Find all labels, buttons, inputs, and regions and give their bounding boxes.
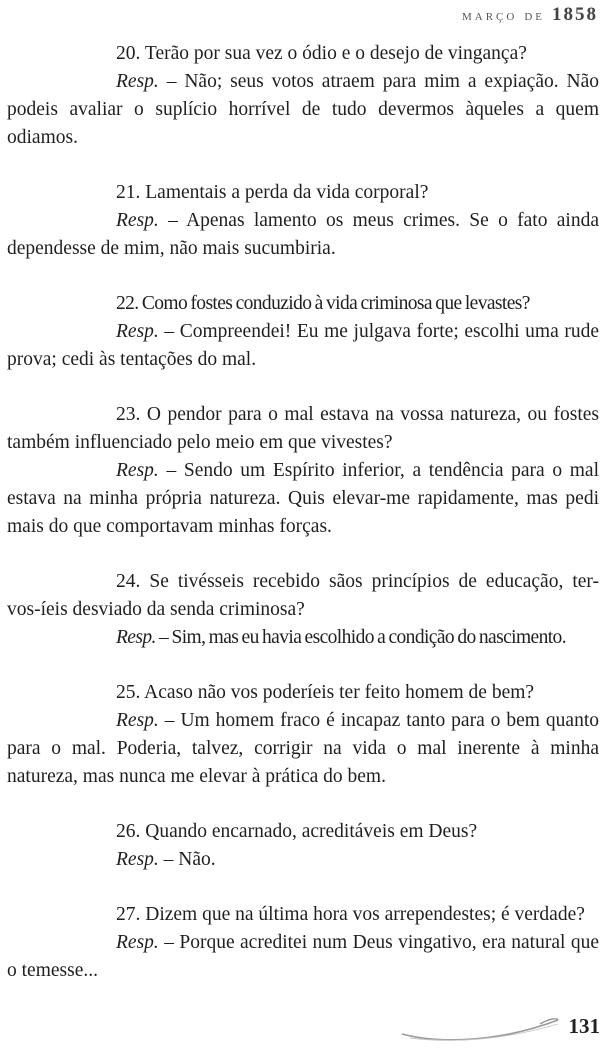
running-head-label: março de (461, 7, 545, 24)
answer-27 (7, 929, 599, 985)
answer-21 (7, 207, 599, 263)
question-22: 22. Como fostes conduzido à vida criminosa que levastes? (116, 293, 530, 314)
question-24: 24. Se tivésseis recebido sãos princípios de educação, ter-vos-íeis desviado da senda criminosa? (7, 571, 599, 620)
qa-block-23 (7, 401, 599, 541)
resp-label: Resp. (116, 849, 159, 870)
footer-flourish-icon (400, 1014, 560, 1042)
resp-label: Resp. (116, 210, 159, 231)
question-20: 20. Terão por sua vez o ódio e o desejo de vingança? (116, 43, 527, 64)
answer-text: – Não; seus votos atraem para mim a expiação. Não podeis avaliar o suplício horrível de tudo devermos àqueles a quem odiamos. (7, 71, 599, 148)
qa-block-26 (7, 818, 599, 874)
answer-text: – Sim, mas eu havia escolhido a condição do nascimento. (155, 627, 566, 648)
answer-text: – Compreendei! Eu me julgava forte; escolhi uma rude prova; cedi às tentações do mal. (7, 321, 599, 370)
qa-block-21 (7, 179, 599, 263)
answer-text: – Sendo um Espírito inferior, a tendência para o mal estava na minha própria natureza. Quis elevar-me rapidamente, mas pedi mais do que comportavam minhas forças. (7, 460, 599, 537)
answer-text: – Porque acreditei num Deus vingativo, era natural que o temesse... (7, 932, 599, 981)
answer-text: – Um homem fraco é incapaz tanto para o bem quanto para o mal. Poderia, talvez, corrigir na vida o mal inerente à minha natureza, mas nunca me elevar à prática do bem. (7, 710, 599, 787)
body-text (7, 40, 599, 1012)
question-26: 26. Quando encarnado, acreditáveis em Deus? (116, 821, 478, 842)
resp-label: Resp. (116, 627, 156, 648)
answer-23 (7, 457, 599, 541)
answer-20 (7, 68, 599, 152)
resp-label: Resp. (116, 460, 159, 481)
page-number: 131 (568, 1014, 600, 1038)
running-head (462, 4, 598, 26)
question-25: 25. Acaso não vos poderíeis ter feito homem de bem? (116, 682, 535, 703)
answer-text: – Apenas lamento os meus crimes. Se o fato ainda dependesse de mim, não mais sucumbiria. (7, 210, 599, 259)
resp-label: Resp. (116, 710, 159, 731)
answer-26 (7, 846, 599, 874)
qa-block-27 (7, 901, 599, 985)
question-23: 23. O pendor para o mal estava na vossa natureza, ou fostes também influenciado pelo meio em que vivestes? (7, 404, 599, 453)
question-27: 27. Dizem que na última hora vos arrependestes; é verdade? (116, 904, 585, 925)
answer-25 (7, 707, 599, 791)
qa-block-20 (7, 40, 599, 152)
answer-24 (7, 624, 599, 652)
qa-block-25 (7, 679, 599, 791)
qa-block-22 (7, 290, 599, 374)
resp-label: Resp. (116, 321, 159, 342)
running-head-year: 1858 (552, 4, 598, 25)
answer-text: – Não. (158, 849, 216, 870)
question-21: 21. Lamentais a perda da vida corporal? (116, 182, 429, 203)
answer-22 (7, 318, 599, 374)
qa-block-24 (7, 568, 599, 652)
resp-label: Resp. (116, 932, 159, 953)
resp-label: Resp. (116, 71, 159, 92)
